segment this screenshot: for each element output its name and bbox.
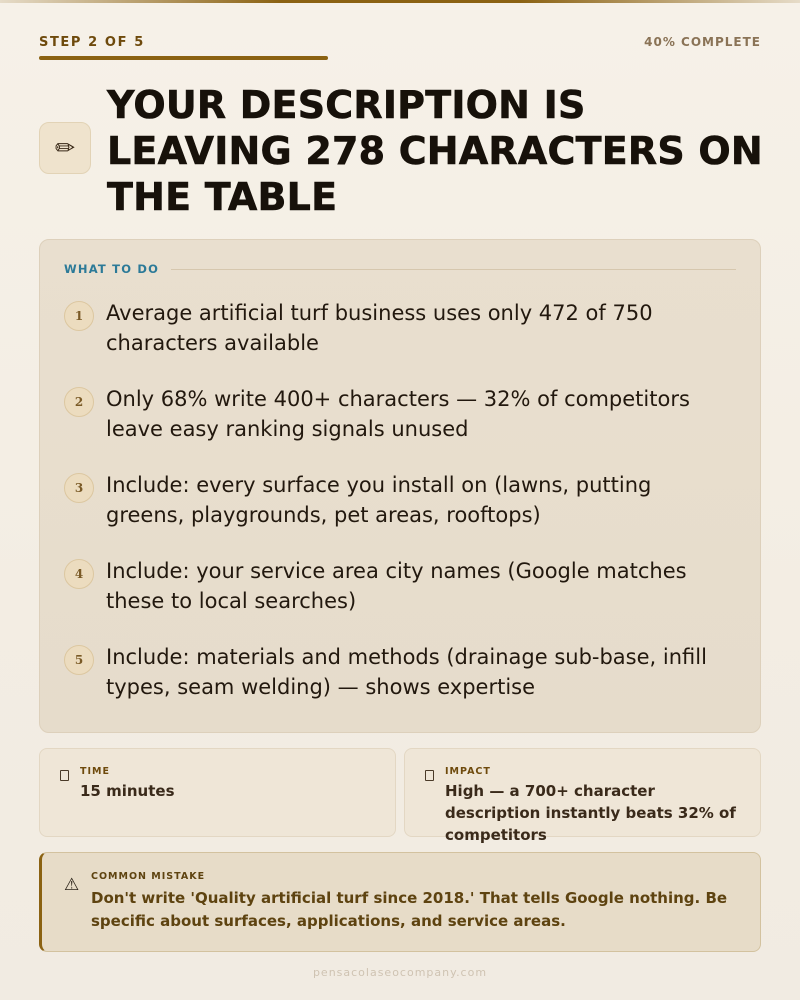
warning-icon: ⚠ [64, 875, 80, 895]
time-card [39, 748, 396, 837]
step-item-5 [64, 642, 744, 728]
step-item-2 [64, 384, 744, 470]
clock-icon [60, 770, 69, 781]
step-indicator: STEP 2 OF 5 [39, 34, 145, 50]
step-text: Include: your service area city names (Google matches these to local searches) [106, 559, 687, 613]
step-number-badge: 1 [64, 301, 94, 331]
top-accent-bar [0, 0, 800, 3]
step-item-4 [64, 556, 744, 642]
step-item-1 [64, 298, 744, 384]
step-number-badge: 4 [64, 559, 94, 589]
step-number-badge: 3 [64, 473, 94, 503]
progress-header [39, 33, 761, 51]
chart-icon [425, 770, 434, 781]
step-number-badge: 2 [64, 387, 94, 417]
what-to-do-panel [39, 239, 761, 733]
footer-domain: pensacolaseocompany.com [312, 966, 488, 979]
panel-divider [171, 269, 736, 270]
mistake-label: COMMON MISTAKE [91, 871, 206, 882]
time-label: TIME [80, 766, 110, 777]
panel-label: WHAT TO DO [64, 262, 160, 276]
impact-card [404, 748, 761, 844]
panel-header [64, 262, 736, 276]
mistake-text: Don't write 'Quality artificial turf since 2018.' That tells Google nothing. Be specific about surfaces, applications, and service areas. [91, 889, 728, 930]
impact-label: IMPACT [445, 766, 491, 777]
progress-bar [39, 56, 761, 60]
pencil-icon: ✏ [39, 122, 91, 174]
common-mistake-callout [39, 852, 761, 952]
step-text: Include: every surface you install on (lawns, putting greens, playgrounds, pet areas, rooftops) [106, 473, 652, 527]
step-text: Include: materials and methods (drainage sub-base, infill types, seam welding) — shows expertise [106, 645, 707, 699]
page-title: YOUR DESCRIPTION IS LEAVING 278 CHARACTERS ON THE TABLE [107, 83, 763, 219]
step-text: Average artificial turf business uses only 472 of 750 characters available [106, 301, 653, 355]
progress-bar-fill [39, 56, 328, 60]
title-block [39, 80, 761, 220]
step-text: Only 68% write 400+ characters — 32% of competitors leave easy ranking signals unused [106, 387, 690, 441]
step-item-3 [64, 470, 744, 556]
step-number-badge: 5 [64, 645, 94, 675]
progress-percent: 40% COMPLETE [644, 35, 761, 49]
impact-value: High — a 700+ character description instantly beats 32% of competitors [445, 782, 736, 844]
time-value: 15 minutes [80, 782, 175, 800]
step-list [64, 298, 744, 728]
